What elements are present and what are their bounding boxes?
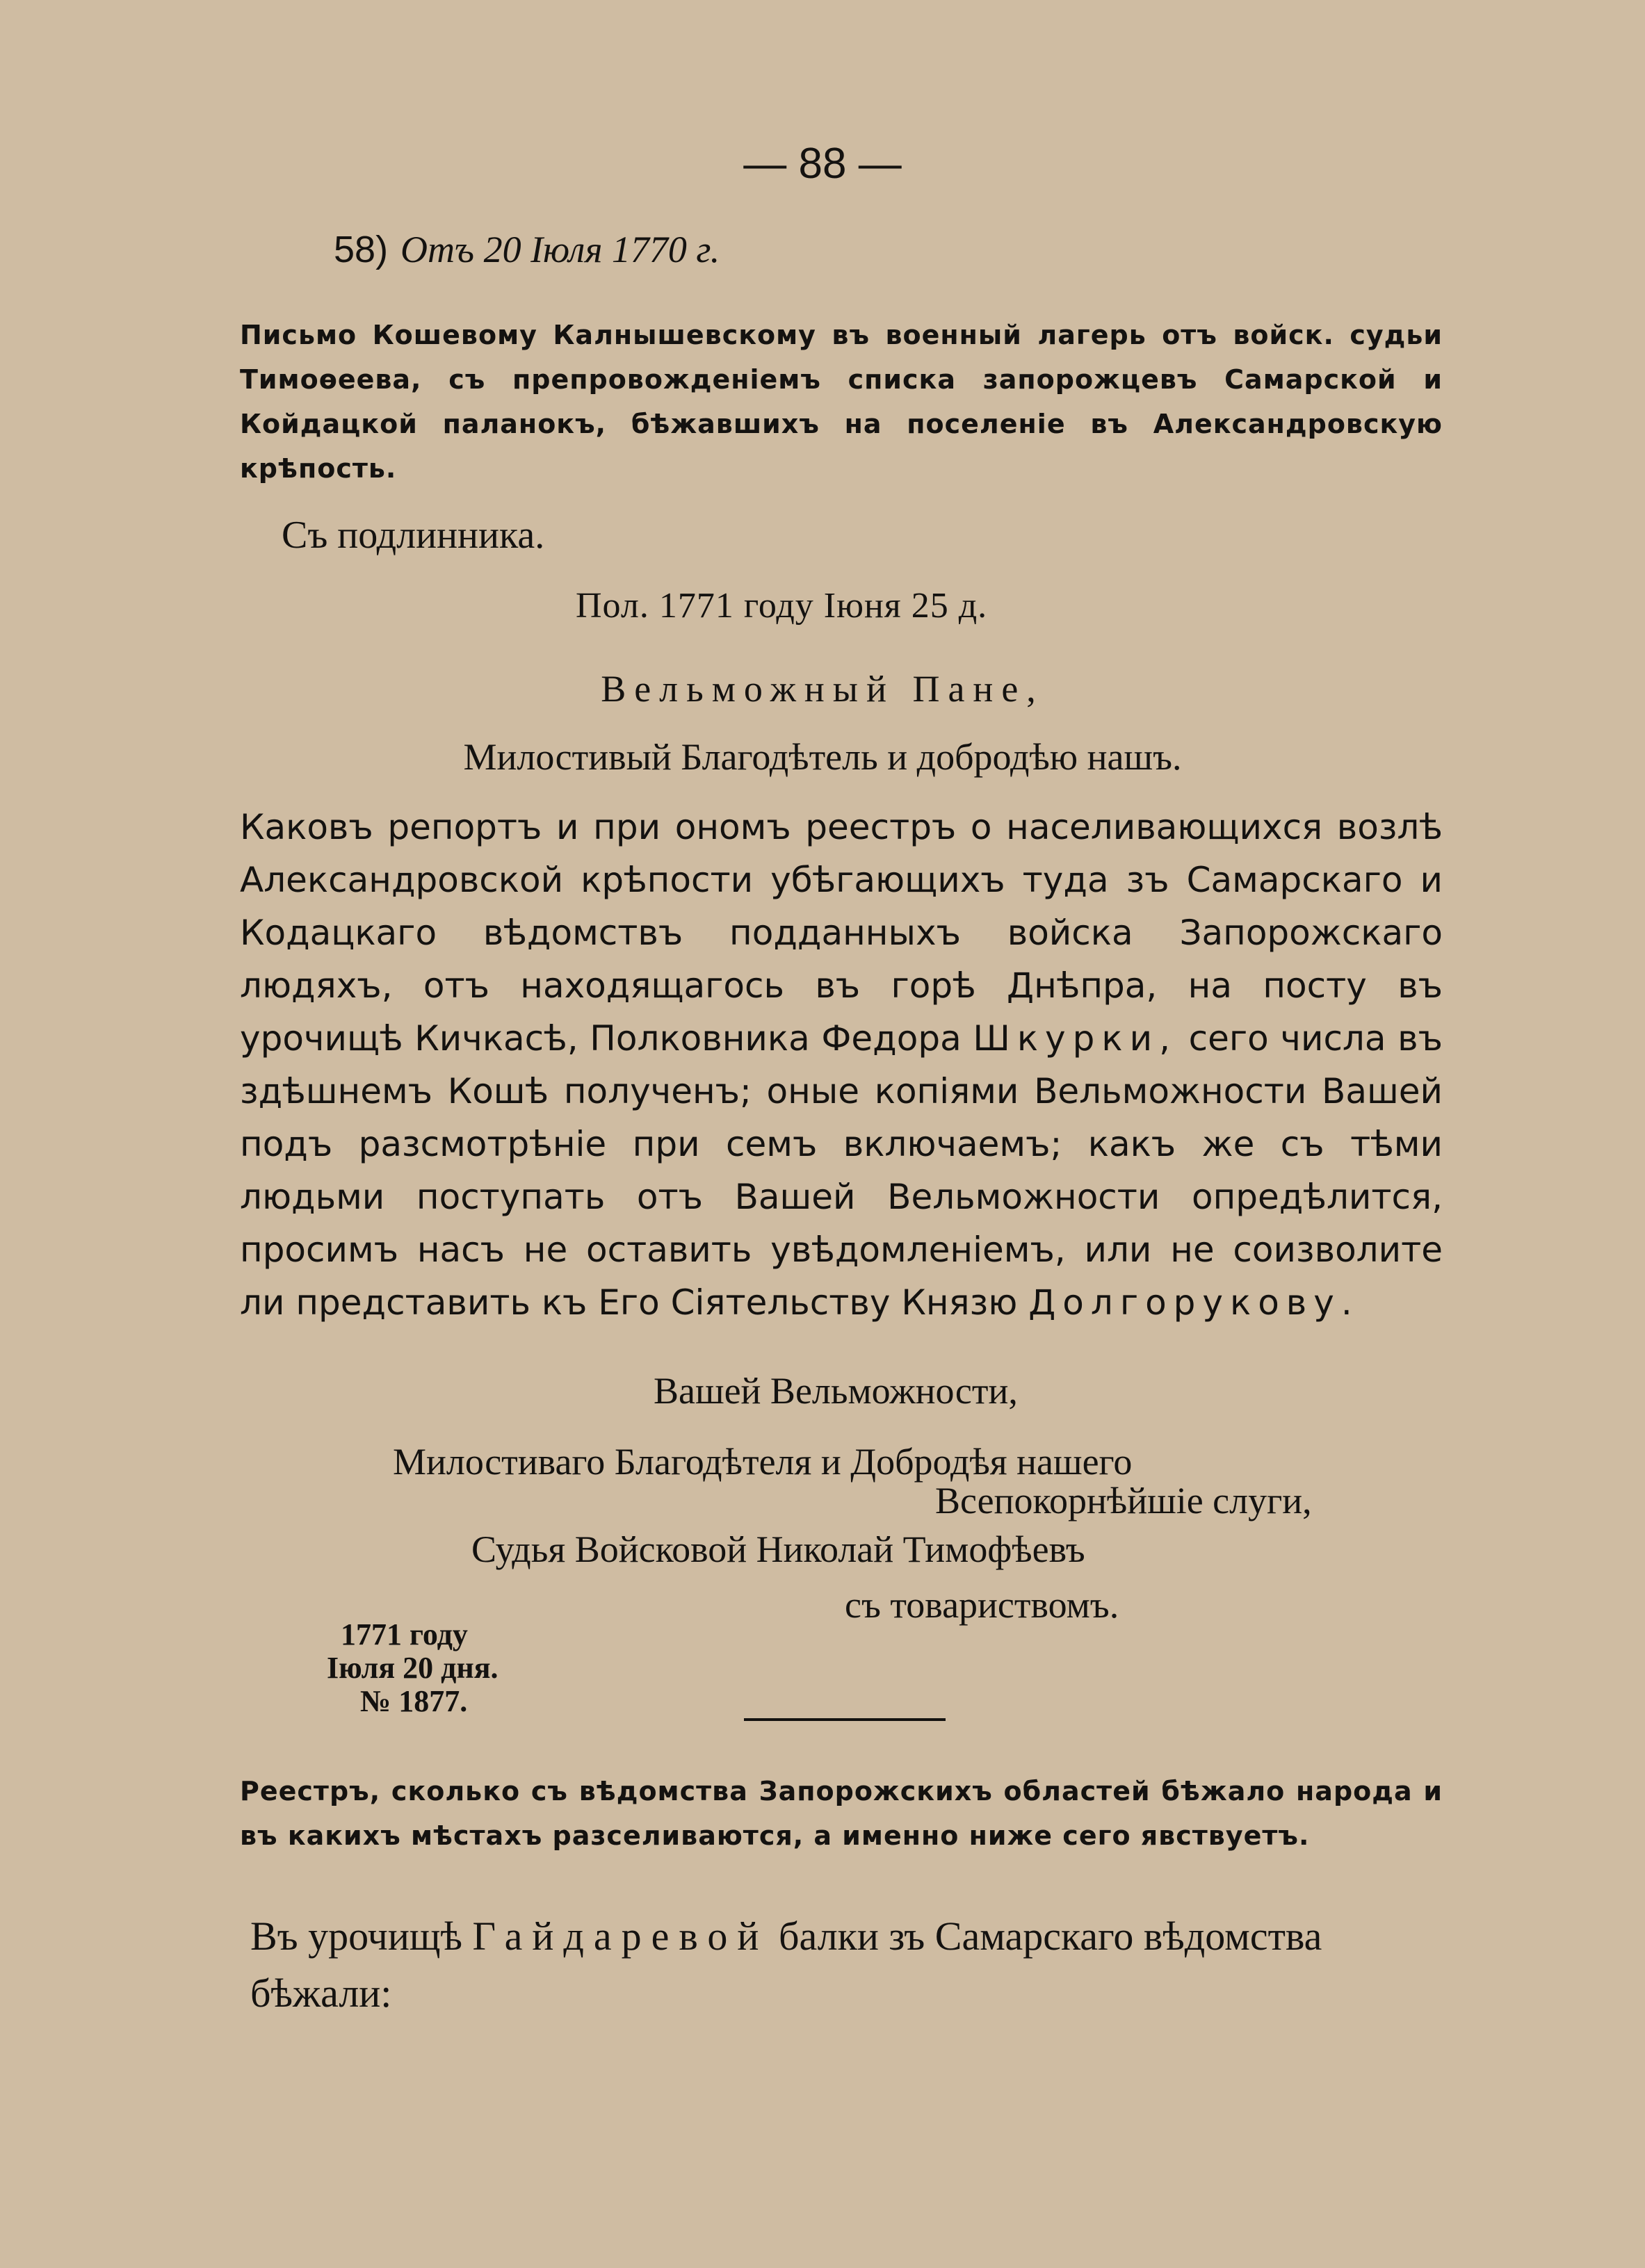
dateline-day: Іюля 20 дня. <box>327 1651 499 1685</box>
letter-body-name-shkurka: Шкурки, <box>973 1018 1177 1059</box>
closing-line-5: съ товариствомъ. <box>845 1584 1119 1626</box>
received-note: Пол. 1771 году Іюня 25 д. <box>576 586 988 626</box>
closing-line-2: Милостиваго Благодѣтеля и Добродѣя нашего <box>393 1441 1133 1483</box>
locality-suffix: балки зъ Самарскаго вѣдомства бѣжали: <box>250 1914 1322 2016</box>
salutation-address: Милостивый Благодѣтель и добродѣю нашъ. <box>463 736 1182 778</box>
letter-body-part2: сего числа въ здѣшнемъ Кошѣ полученъ; оные копіями Вельможности Вашей подъ разсмотрѣніе при семъ включаемъ; какъ же съ тѣми людьми поступать отъ Вашей Вельможности опредѣлится, просимъ насъ не оставить увѣдомленіемъ, или не соизволите ли представить къ Его Сіятельству Князю <box>240 1018 1443 1323</box>
letter-body-name-dolgorukov: Долгорукову. <box>1028 1282 1359 1323</box>
document-date: Отъ 20 Іюля 1770 г. <box>400 229 720 270</box>
closing-line-3: Всепокорнѣйшіе слуги, <box>935 1480 1312 1521</box>
document-heading <box>334 228 720 271</box>
closing-line-1: Вашей Вельможности, <box>654 1370 1018 1412</box>
dateline-year: 1771 году <box>341 1617 468 1651</box>
letter-body <box>240 801 1443 1329</box>
section-divider <box>744 1718 946 1721</box>
document-number: 58) <box>334 229 389 270</box>
dateline <box>327 1618 499 1718</box>
salutation: Вельможный Пане, <box>601 668 1044 710</box>
register-locality <box>250 1908 1439 2022</box>
source-note: Съ подлинника. <box>282 514 545 557</box>
dateline-number: № 1877. <box>360 1684 468 1718</box>
document-summary: Письмо Кошевому Калнышевскому въ военный лагерь отъ войск. судьи Тимоѳеева, съ препровожденіемъ списка запорожцевъ Самарской и Койдацкой паланокъ, бѣжавшихъ на поселеніе въ Александровскую крѣпость. <box>240 320 1443 484</box>
locality-name: Гайдаревой <box>472 1914 769 1959</box>
closing-signatory: Судья Войсковой Николай Тимофѣевъ <box>471 1528 1085 1570</box>
register-summary: Реестръ, сколько съ вѣдомства Запорожскихъ областей бѣжало народа и въ какихъ мѣстахъ разселиваются, а именно ниже сего явствуетъ. <box>240 1776 1443 1851</box>
page-number: — 88 — <box>743 140 902 188</box>
letter-body-part1: Каковъ репортъ и при ономъ реестръ о населивающихся возлѣ Александровской крѣпости убѣгающихъ туда зъ Самарскаго и Кодацкаго вѣдомствъ подданныхъ войска Запорожскаго людяхъ, отъ находящагось въ горѣ Днѣпра, на посту въ урочищѣ Кичкасѣ, Полковника Федора <box>240 807 1443 1059</box>
locality-prefix: Въ урочищѣ <box>250 1914 463 1959</box>
